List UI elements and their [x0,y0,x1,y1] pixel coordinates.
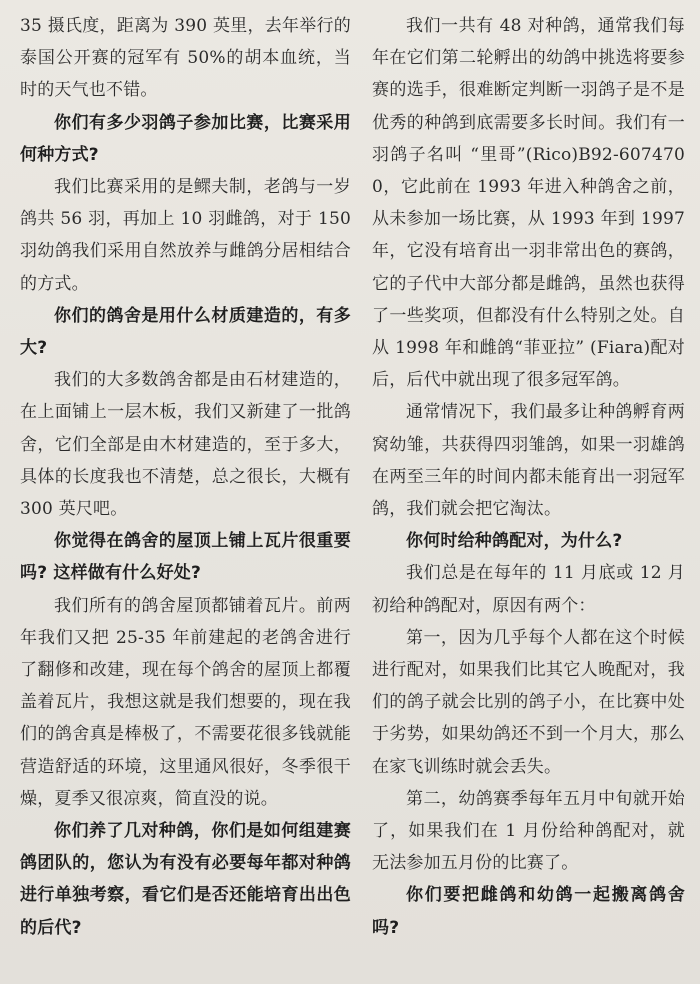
answer-paragraph: 第一，因为几乎每个人都在这个时候进行配对，如果我们比其它人晚配对，我们的鸽子就会比别的鸽子小，在比赛中处于劣势，如果幼鸽还不到一个月大，那么在家飞训练时就会丢失。 [372,627,685,777]
answer-paragraph: 我们一共有 48 对种鸽，通常我们每年在它们第二轮孵出的幼鸽中挑选将要参赛的选手，很难断定判断一羽鸽子是不是优秀的种鸽到底需要多长时间。我们有一羽鸽子名叫 “里哥”(Rico)B92-6074700，它此前在 1993 年进入种鸽舍之前，从未参加一场比赛，从 1993 年到 1997 年，它没有培育出一羽非常出色的赛鸽，它的子代中大部分都是雌鸽，虽然也获得了一些奖项，但都没有什么特别之处。自从 1998 年和雌鸽“菲亚拉” (Fiara)配对后，后代中就出现了很多冠军鸽。 [372,16,685,391]
answer-paragraph: 第二，幼鸽赛季每年五月中旬就开始了，如果我们在 1 月份给种鸽配对，就无法参加五月份的比赛了。 [372,788,685,874]
answer-paragraph: 我们所有的鸽舍屋顶都铺着瓦片。前两年我们又把 25-35 年前建起的老鸽舍进行了翻修和改建，现在每个鸽舍的屋顶上都覆盖着瓦片，我想这就是我们想要的，现在我们的鸽舍真是棒极了，不需要花很多钱就能营造舒适的环境，这里通风很好，冬季很干燥，夏季又很凉爽，简直没的说。 [20,595,351,809]
question-heading: 你何时给种鸽配对，为什么? [406,531,623,552]
right-column [372,10,685,944]
answer-paragraph: 我们的大多数鸽舍都是由石材建造的，在上面铺上一层木板，我们又新建了一批鸽舍，它们全部是由木材建造的，至于多大，具体的长度我也不清楚，总之很长，大概有 300 英尺吧。 [20,370,351,520]
question-heading: 你们要把雌鸽和幼鸽一起搬离鸽舍吗? [372,885,685,938]
paragraph-continuation: 35 摄氏度，距离为 390 英里，去年举行的泰国公开赛的冠军有 50%的胡本血统，当时的天气也不错。 [20,16,351,101]
question-heading: 你觉得在鸽舍的屋顶上铺上瓦片很重要吗? 这样做有什么好处? [20,531,351,584]
question-heading: 你们有多少羽鸽子参加比赛，比赛采用何种方式? [20,112,351,165]
answer-paragraph: 我们比赛采用的是鳏夫制，老鸽与一岁鸽共 56 羽，再加上 10 羽雌鸽，对于 150 羽幼鸽我们采用自然放养与雌鸽分居相结合的方式。 [20,177,351,294]
answer-paragraph: 通常情况下，我们最多让种鸽孵育两窝幼雏，共获得四羽雏鸽，如果一羽雄鸽在两至三年的时间内都未能育出一羽冠军鸽，我们就会把它淘汰。 [372,402,685,520]
question-heading: 你们的鸽舍是用什么材质建造的，有多大? [20,305,351,359]
left-column [20,10,351,944]
question-heading: 你们养了几对种鸽，你们是如何组建赛鸽团队的，您认为有没有必要每年都对种鸽进行单独考察，看它们是否还能培育出出色的后代? [20,821,351,938]
answer-paragraph: 我们总是在每年的 11 月底或 12 月初给种鸽配对，原因有两个： [372,563,685,616]
